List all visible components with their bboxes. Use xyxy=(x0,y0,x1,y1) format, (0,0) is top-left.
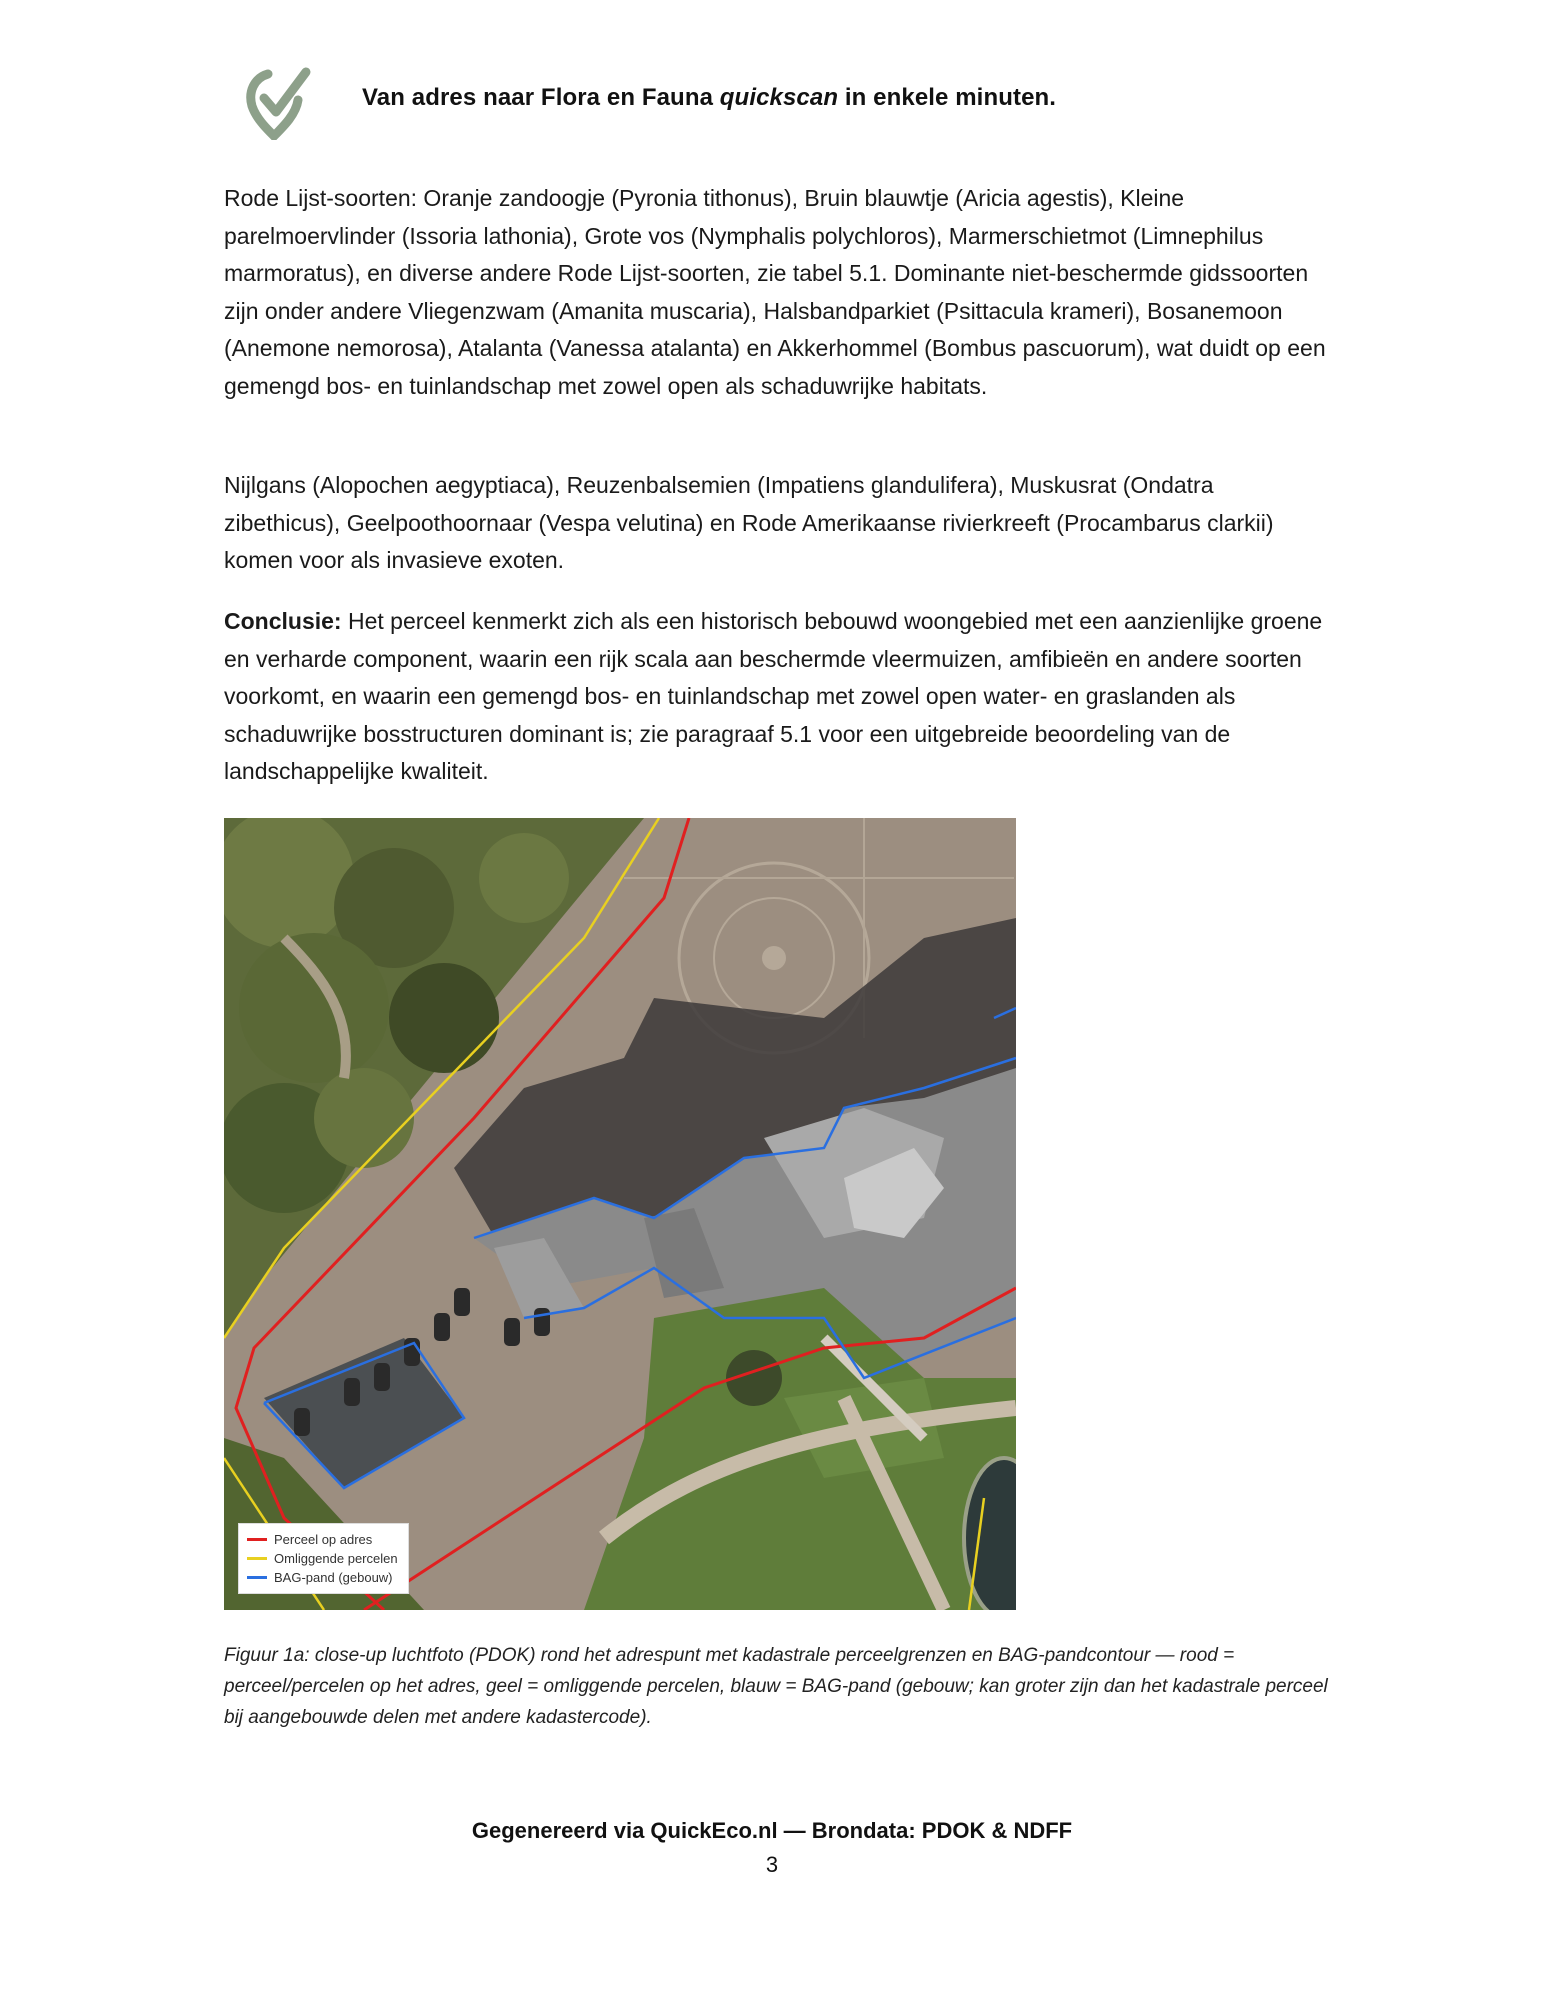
map-legend xyxy=(238,1523,409,1594)
header-title: Van adres naar Flora en Fauna quickscan in enkele minuten. xyxy=(362,84,1057,111)
conclusie-label: Conclusie: xyxy=(224,608,342,634)
footer-text: Gegenereerd via QuickEco.nl — Brondata: PDOK & NDFF xyxy=(471,1818,1073,1843)
paragraph-conclusie xyxy=(224,603,1336,791)
aerial-photo-figure xyxy=(224,818,1016,1610)
figure-caption: Figuur 1a: close-up luchtfoto (PDOK) rond het adrespunt met kadastrale perceelgrenzen en BAG-pandcontour — rood = perceel/percelen op het adres, geel = omliggende percelen, blauw = BAG-pand (gebouw; kan groter zijn dan het kadastrale perceel bij aangebouwde delen met andere kadastercode). xyxy=(224,1645,1328,1728)
quickeco-logo-icon xyxy=(244,62,320,140)
legend-item-perceel: Perceel op adres xyxy=(247,1530,398,1549)
aerial-photo-map xyxy=(224,818,1016,1610)
legend-swatch-red xyxy=(247,1538,267,1541)
legend-item-bag-pand: BAG-pand (gebouw) xyxy=(247,1568,398,1587)
page-number: 3 xyxy=(765,1852,779,1877)
header-title-emphasis: quickscan xyxy=(719,84,839,111)
conclusie-text: Het perceel kenmerkt zich als een historisch bebouwd woongebied met een aanzienlijke groene en verharde component, waarin een rijk scala aan beschermde vleermuizen, amfibieën en andere soorten voorkomt, en waarin een gemengd bos- en tuinlandschap met zowel open water- en graslanden als schaduwrijke bosstructuren dominant is; zie paragraaf 5.1 voor een uitgebreide beoordeling van de landschappelijke kwaliteit. xyxy=(224,608,1323,784)
paragraph-rode-lijst: Rode Lijst-soorten: Oranje zandoogje (Pyronia tithonus), Bruin blauwtje (Aricia agestis), Kleine parelmoervlinder (Issoria lathonia), Grote vos (Nymphalis polychloros), Marmerschietmot (Limnephilus marmoratus), en diverse andere Rode Lijst-soorten, zie tabel 5.1. Dominante niet-beschermde gidssoorten zijn onder andere Vliegenzwam (Amanita muscaria), Halsbandparkiet (Psittacula krameri), Bosanemoon (Anemone nemorosa), Atalanta (Vanessa atalanta) en Akkerhommel (Bombus pascuorum), wat duidt op een gemengd bos- en tuinlandschap met zowel open als schaduwrijke habitats. xyxy=(224,185,1326,399)
legend-swatch-yellow xyxy=(247,1557,267,1560)
legend-swatch-blue xyxy=(247,1576,267,1579)
paragraph-invasieve-exoten: Nijlgans (Alopochen aegyptiaca), Reuzenbalsemien (Impatiens glandulifera), Muskusrat (Ondatra zibethicus), Geelpoothoornaar (Vespa velutina) en Rode Amerikaanse rivierkreeft (Procambarus clarkii) komen voor als invasieve exoten. xyxy=(224,472,1274,573)
legend-item-omliggend: Omliggende percelen xyxy=(247,1549,398,1568)
